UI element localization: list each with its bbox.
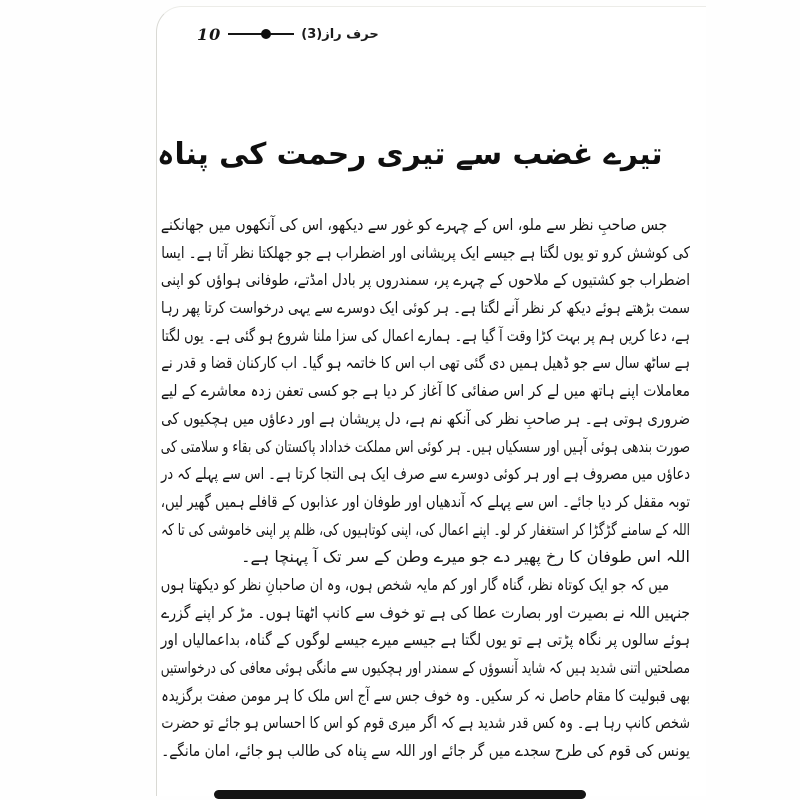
- body-line: سمت بڑھتے ہوئے دیکھ کر نظر آنے لگتا ہے۔ ہر کوئی ایک دوسرے سے یہی درخواست کرتا پھر رہا: [161, 298, 691, 318]
- rule-line-right: [270, 33, 294, 35]
- body-line: اللہ اس طوفان کا رخ پھیر دے جو میرے وطن کے سر تک آ پہنچا ہے۔: [241, 547, 690, 567]
- body-line: یونس کی قوم کی طرح سجدے میں گر جائے اور اللہ سے پناہ کی طالب ہو جائے، امان مانگے۔: [161, 741, 691, 761]
- body-line: میں کہ جو ایک کوتاہ نظر، گناہ گار اور کم مایہ شخص ہوں، وہ ان صاحبانِ نظر کو دیکھتا ہوں: [160, 574, 670, 594]
- body-line: صورت بندھی ہوئی آہیں اور سسکیاں ہیں۔ ہر کوئی اس مملکت خداداد پاکستان کی بقاء و سلامتی کی: [160, 436, 691, 456]
- body-line: ہوئے سالوں پر نگاہ پڑتی ہے تو یوں لگتا ہے جیسے میرے جیسے لوگوں کے گناہ، بداعمالیاں اور: [160, 630, 691, 650]
- page-number: 10: [197, 24, 222, 44]
- body-line: اضطراب جو کشتیوں کے ملاحوں کے چہرے پر، سمندروں پر بادل امڈتے، طوفانی ہواؤں کو اپنی: [160, 270, 690, 290]
- body-text: [161, 211, 690, 765]
- body-line: توبہ مقفل کر دیا جائے۔ اس سے پہلے کہ آندھیاں اور طوفان اور عذابوں کے قافلے ہمیں گھیر لیں،: [160, 491, 690, 511]
- body-line: بھی قبولیت کا مقام حاصل نہ کر سکیں۔ وہ خوف جس سے آج اس ملک کا ہر مومن صفت برگزیدہ: [161, 685, 690, 705]
- body-line: ہے، دعا کریں ہم پر بہت کڑا وقت آ گیا ہے۔ ہمارے اعمال کی سزا ملنا شروع ہو گئی ہے۔ یوں لگتا: [161, 325, 690, 345]
- header-rule: [228, 29, 294, 39]
- body-line: مصلحتیں اتنی شدید ہیں کہ شاید آنسوؤں کے سمندر اور ہچکیوں سے مانگی ہوئی معافی کی درخواستیں: [160, 658, 690, 677]
- body-line: دعاؤں میں مصروف ہے اور ہر کوئی دوسرے سے صرف ایک ہی التجا کرتا ہے۔ اس سے پہلے کہ در: [161, 464, 691, 484]
- page-header: [197, 23, 379, 45]
- book-title: حرف راز(3): [301, 26, 379, 42]
- body-line: شخص کانپ رہا ہے۔ وہ کس قدر شدید ہے کہ اگر میری قوم کو اس کا احساس ہو جائے تو حضرت: [161, 713, 690, 733]
- book-page: [156, 6, 706, 796]
- chapter-title: تیرے غضب سے تیری رحمت کی پناہ: [157, 137, 663, 172]
- body-line: ہے ساٹھ سال سے جو ڈھیل ہمیں دی گئی تھی اب اس کا خاتمہ ہو گیا۔ اب کارکنان قضا و قدر نے: [161, 353, 691, 373]
- body-line: ضروری ہوتی ہے۔ ہر صاحبِ نظر کی آنکھ نم ہے، دل پریشان ہے اور دعاؤں میں ہچکیوں کی: [161, 408, 690, 428]
- body-line: اللہ کے سامنے گڑگڑا کر استغفار کر لو۔ اپنے اعمال کی، اپنی کوتاہیوں کی، ظلم پر اپنی خاموشی کی تا کہ: [161, 519, 690, 539]
- body-line: جنہیں اللہ نے بصیرت اور بصارت عطا کی ہے تو خوف سے کانپ اٹھتا ہوں۔ مڑ کر اپنے گزرے: [161, 602, 690, 622]
- body-line: جس صاحبِ نظر سے ملو، اس کے چہرے کو غور سے دیکھو، اس کی آنکھوں میں جھانکنے: [160, 215, 668, 234]
- body-line: معاملات اپنے ہاتھ میں لے کر اس صفائی کا آغاز کر دیا ہے جو کسی تعفن زدہ معاشرے کے لیے: [161, 381, 690, 401]
- body-line: کی کوشش کرو تو یوں لگتا ہے جیسے ایک پریشانی اور اضطراب ہے جو جھلکتا نظر آتا ہے۔ ایسا: [161, 242, 690, 262]
- scan-edge-artifact: [214, 790, 586, 799]
- rule-line-left: [228, 33, 262, 35]
